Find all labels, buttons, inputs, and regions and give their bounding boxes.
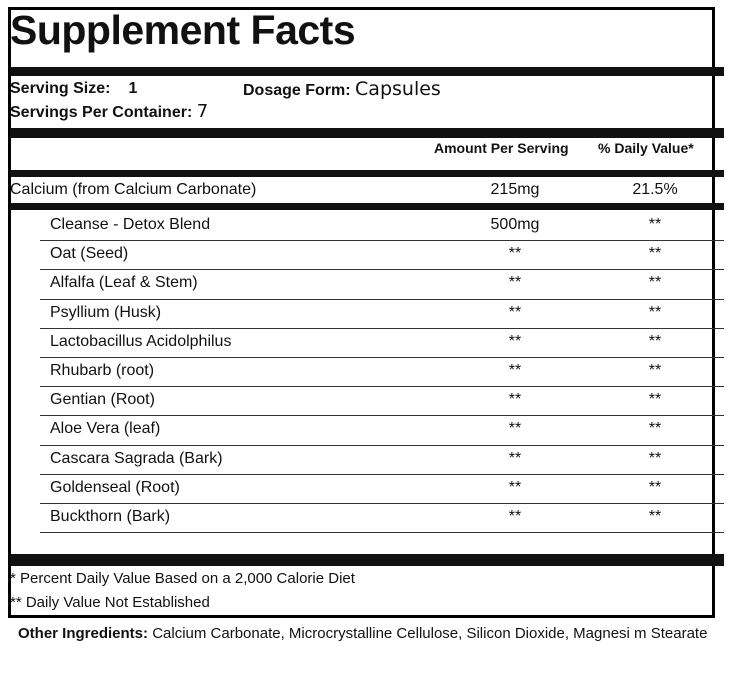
ingredient-amount: ** [508, 362, 522, 379]
row-divider [40, 328, 724, 329]
other-ingredients [18, 623, 708, 644]
ingredient-amount: ** [508, 304, 522, 321]
ingredient-daily-value: ** [648, 420, 662, 437]
row-divider [40, 299, 724, 300]
ingredient-daily-value: ** [648, 274, 662, 291]
ingredient-amount: ** [508, 391, 522, 408]
blend-ingredient-row [10, 269, 724, 298]
blend-ingredient-row [10, 386, 724, 415]
ingredient-name: Cleanse - Detox Blend [50, 216, 211, 233]
serving-size-label: Serving Size: [10, 80, 111, 97]
ingredient-name: Lactobacillus Acidolphilus [50, 333, 232, 350]
row-divider [40, 445, 724, 446]
row-divider [40, 503, 724, 504]
ingredient-amount: ** [508, 274, 522, 291]
ingredient-daily-value: ** [648, 508, 662, 525]
ingredient-amount: ** [508, 333, 522, 350]
ingredient-name: Alfalfa (Leaf & Stem) [50, 274, 198, 291]
ingredient-amount: ** [508, 450, 522, 467]
nutrient-name: Calcium (from Calcium Carbonate) [10, 181, 257, 198]
ingredient-name: Aloe Vera (leaf) [50, 420, 161, 437]
medium-divider [10, 203, 724, 210]
ingredient-name: Rhubarb (root) [50, 362, 155, 379]
nutrient-daily-value: 21.5% [632, 181, 678, 198]
thick-divider [10, 128, 724, 138]
dosage-form-value: Capsules [355, 78, 441, 100]
ingredient-name: Goldenseal (Root) [50, 479, 180, 496]
dosage-form-label: Dosage Form: [243, 82, 351, 99]
row-divider [40, 386, 724, 387]
row-divider [40, 474, 724, 475]
ingredient-daily-value: ** [648, 333, 662, 350]
ingredient-name: Oat (Seed) [50, 245, 129, 262]
dosage-form [243, 78, 441, 100]
row-divider [40, 357, 724, 358]
row-divider [40, 415, 724, 416]
row-divider [40, 532, 724, 533]
ingredient-daily-value: ** [648, 391, 662, 408]
not-established-footnote: ** Daily Value Not Established [10, 594, 210, 611]
nutrient-row-calcium [10, 176, 724, 205]
other-ingredients-label: Other Ingredients: [18, 625, 149, 642]
thick-divider [10, 67, 724, 76]
blend-ingredient-row [10, 211, 724, 240]
panel-title: Supplement Facts [10, 7, 356, 53]
blend-ingredient-row [10, 357, 724, 386]
blend-ingredient-row [10, 445, 724, 474]
ingredient-amount: ** [508, 479, 522, 496]
other-ingredients-text: Calcium Carbonate, Microcrystalline Cellulose, Silicon Dioxide, Magnesi m Stearate [152, 625, 708, 642]
blend-ingredient-row [10, 299, 724, 328]
ingredient-daily-value: ** [648, 450, 662, 467]
blend-ingredient-row [10, 240, 724, 269]
ingredient-name: Psyllium (Husk) [50, 304, 162, 321]
blend-ingredient-row [10, 503, 724, 532]
ingredient-amount: 500mg [490, 216, 540, 233]
ingredient-daily-value: ** [648, 479, 662, 496]
blend-ingredient-row [10, 328, 724, 357]
serving-size [10, 80, 137, 98]
ingredient-amount: ** [508, 420, 522, 437]
amount-per-serving-header: Amount Per Serving [434, 140, 569, 156]
ingredient-daily-value: ** [648, 216, 662, 233]
servings-per-container-value: 7 [196, 101, 209, 122]
servings-per-container [10, 101, 208, 122]
ingredient-daily-value: ** [648, 304, 662, 321]
ingredient-daily-value: ** [648, 362, 662, 379]
row-divider [40, 240, 724, 241]
row-divider [40, 269, 724, 270]
blend-ingredient-row [10, 474, 724, 503]
ingredient-name: Buckthorn (Bark) [50, 508, 171, 525]
ingredient-daily-value: ** [648, 245, 662, 262]
nutrient-amount: 215mg [490, 181, 540, 198]
thick-divider [10, 554, 724, 566]
ingredient-name: Gentian (Root) [50, 391, 155, 408]
ingredient-amount: ** [508, 508, 522, 525]
servings-per-container-label: Servings Per Container: [10, 104, 193, 121]
daily-value-footnote: * Percent Daily Value Based on a 2,000 Calorie Diet [10, 570, 355, 587]
serving-size-value: 1 [128, 80, 138, 97]
daily-value-header: % Daily Value* [598, 140, 694, 156]
ingredient-name: Cascara Sagrada (Bark) [50, 450, 223, 467]
blend-ingredient-row [10, 415, 724, 444]
ingredient-amount: ** [508, 245, 522, 262]
